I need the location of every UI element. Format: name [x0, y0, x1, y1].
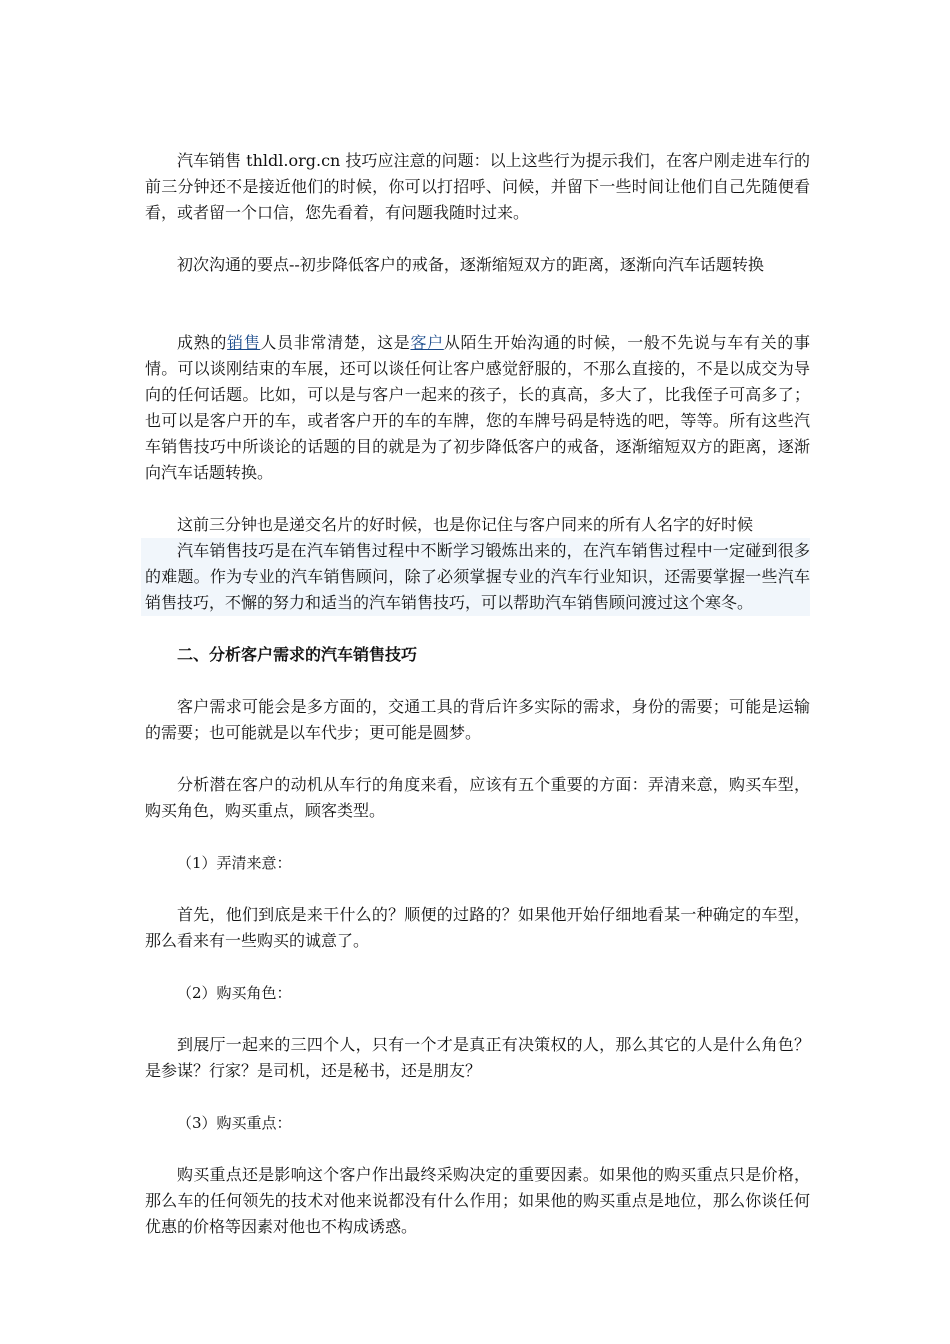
section-heading-2: 二、分析客户需求的汽车销售技巧	[177, 645, 418, 664]
subheading-buyer-role: （2）购买角色：	[177, 984, 292, 1002]
sales-link[interactable]: 销售	[227, 333, 261, 352]
paragraph-purchase-focus: 购买重点还是影响这个客户作出最终采购决定的重要因素。如果他的购买重点只是价格，那么车的任何领先的技术对他来说都没有什么作用；如果他的购买重点是地位，那么你谈任何优惠的价格等因素对他也不构成诱惑。	[145, 1165, 810, 1236]
paragraph-mature-sales	[145, 330, 810, 486]
paragraph-intro: 汽车销售 thldl.org.cn 技巧应注意的问题：以上这些行为提示我们，在客户刚走进车行的前三分钟还不是接近他们的时候，你可以打招呼、问候，并留下一些时间让他们自己先随便看看，或者留一个口信，您先看着，有问题我随时过来。	[145, 151, 810, 222]
text-segment: 成熟的	[177, 333, 228, 352]
paragraph-first-communication: 初次沟通的要点--初步降低客户的戒备，逐渐缩短双方的距离，逐渐向汽车话题转换	[177, 255, 764, 274]
document-body	[145, 148, 810, 1240]
paragraph-business-card: 这前三分钟也是递交名片的好时候，也是你记住与客户同来的所有人名字的好时候	[177, 515, 754, 534]
paragraph-customer-needs: 客户需求可能会是多方面的，交通工具的背后许多实际的需求，身份的需要；可能是运输的需要；也可能就是以车代步；更可能是圆梦。	[145, 697, 810, 742]
text-segment: 人员非常清楚，这是	[260, 333, 411, 352]
paragraph-buyer-role: 到展厅一起来的三四个人，只有一个才是真正有决策权的人，那么其它的人是什么角色？是参谋？行家？是司机，还是秘书，还是朋友？	[145, 1035, 810, 1080]
paragraph-intent: 首先，他们到底是来干什么的？顺便的过路的？如果他开始仔细地看某一种确定的车型，那么看来有一些购买的诚意了。	[145, 905, 810, 950]
customer-link[interactable]: 客户	[410, 333, 444, 352]
subheading-intent: （1）弄清来意：	[177, 854, 292, 872]
text-segment: 从陌生开始沟通的时候，一般不先说与车有关的事情。可以谈刚结束的车展，还可以谈任何让客户感觉舒服的，不那么直接的，不是以成交为导向的任何话题。比如，可以是与客户一起来的孩子，长的真高，多大了，比我侄子可高多了；也可以是客户开的车，或者客户开的车的车牌，您的车牌号码是特选的吧，等等。所有这些汽车销售技巧中所谈论的话题的目的就是为了初步降低客户的戒备，逐渐缩短双方的距离，逐渐向汽车话题转换。	[145, 333, 810, 482]
paragraph-sales-skills-highlight: 汽车销售技巧是在汽车销售过程中不断学习锻炼出来的，在汽车销售过程中一定碰到很多的难题。作为专业的汽车销售顾问，除了必须掌握专业的汽车行业知识，还需要掌握一些汽车销售技巧，不懈的努力和适当的汽车销售技巧，可以帮助汽车销售顾问渡过这个寒冬。	[141, 538, 810, 616]
subheading-purchase-focus: （3）购买重点：	[177, 1114, 292, 1132]
paragraph-five-aspects: 分析潜在客户的动机从车行的角度来看，应该有五个重要的方面：弄清来意，购买车型，购买角色，购买重点，顾客类型。	[145, 775, 810, 820]
